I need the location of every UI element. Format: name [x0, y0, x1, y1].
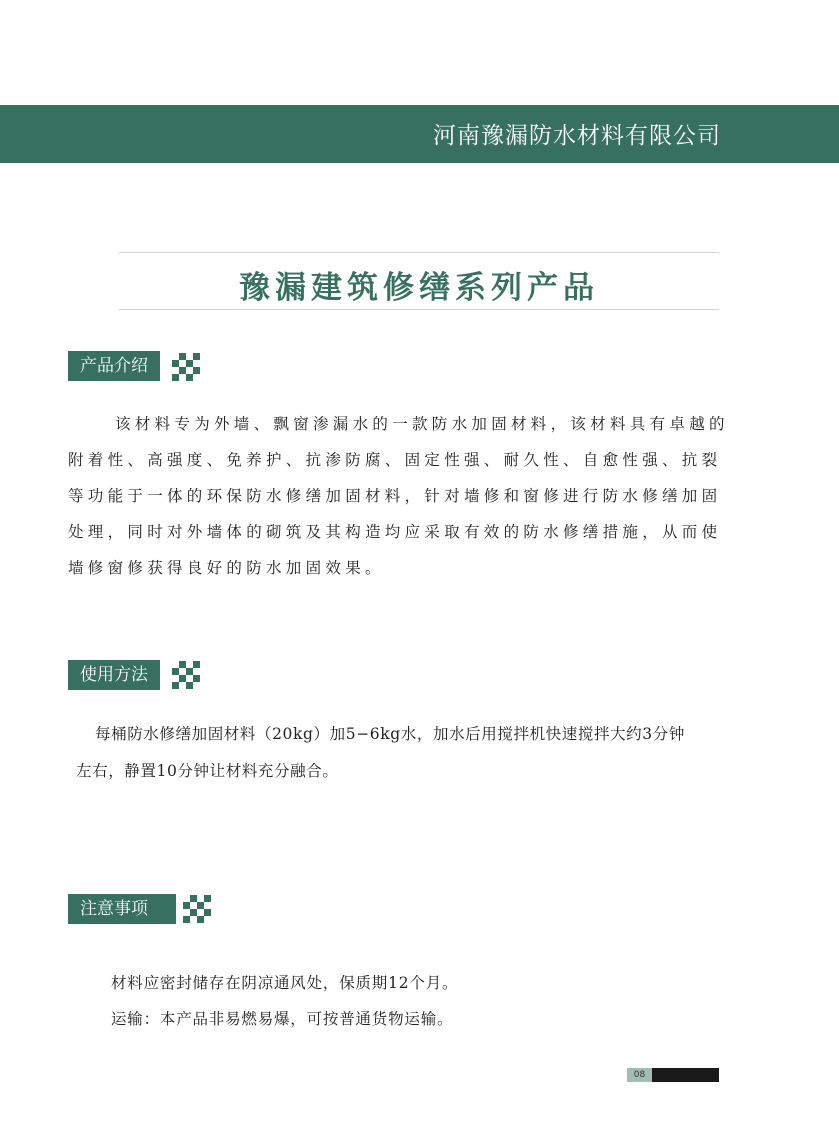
section-label-notes: 注意事项: [68, 894, 176, 924]
section-label-intro: 产品介绍: [68, 351, 160, 381]
company-name: 河南豫漏防水材料有限公司: [433, 123, 721, 149]
usage-line: 每桶防水修缮加固材料（20kg）加5−6kg水，加水后用搅拌机快速搅拌大约3分钟: [95, 725, 685, 743]
section-label-usage: 使用方法: [68, 660, 160, 690]
intro-paragraph: [68, 406, 728, 586]
notes-line: 运输：本产品非易燃易爆，可按普通货物运输。: [111, 1010, 454, 1028]
intro-line: 处理，同时对外墙体的砌筑及其构造均应采取有效的防水修缮措施，从而使: [68, 523, 722, 541]
intro-line: 附着性、高强度、免养护、抗渗防腐、固定性强、耐久性、自愈性强、抗裂: [68, 451, 722, 469]
notes-line: 材料应密封储存在阴凉通风处，保质期12个月。: [111, 974, 459, 992]
page-bar: [652, 1068, 719, 1082]
title-rule-top: [119, 252, 719, 253]
intro-line: 墙修窗修获得良好的防水加固效果。: [68, 559, 385, 577]
intro-line: 等功能于一体的环保防水修缮加固材料，针对墙修和窗修进行防水修缮加固: [68, 487, 722, 505]
title-rule-bottom: [119, 309, 719, 310]
checker-pattern-usage: [172, 661, 200, 689]
usage-paragraph: [68, 716, 728, 790]
page-number: 08: [627, 1068, 652, 1082]
usage-line: 左右，静置10分钟让材料充分融合。: [76, 762, 339, 780]
checker-pattern-notes: [183, 895, 211, 923]
intro-line: 该材料专为外墙、飘窗渗漏水的一款防水加固材料，该材料具有卓越的: [115, 415, 729, 433]
header-band: [0, 105, 839, 163]
checker-pattern-intro: [172, 353, 200, 381]
page-title: 豫漏建筑修缮系列产品: [239, 270, 599, 306]
notes-paragraph: [68, 965, 728, 1037]
